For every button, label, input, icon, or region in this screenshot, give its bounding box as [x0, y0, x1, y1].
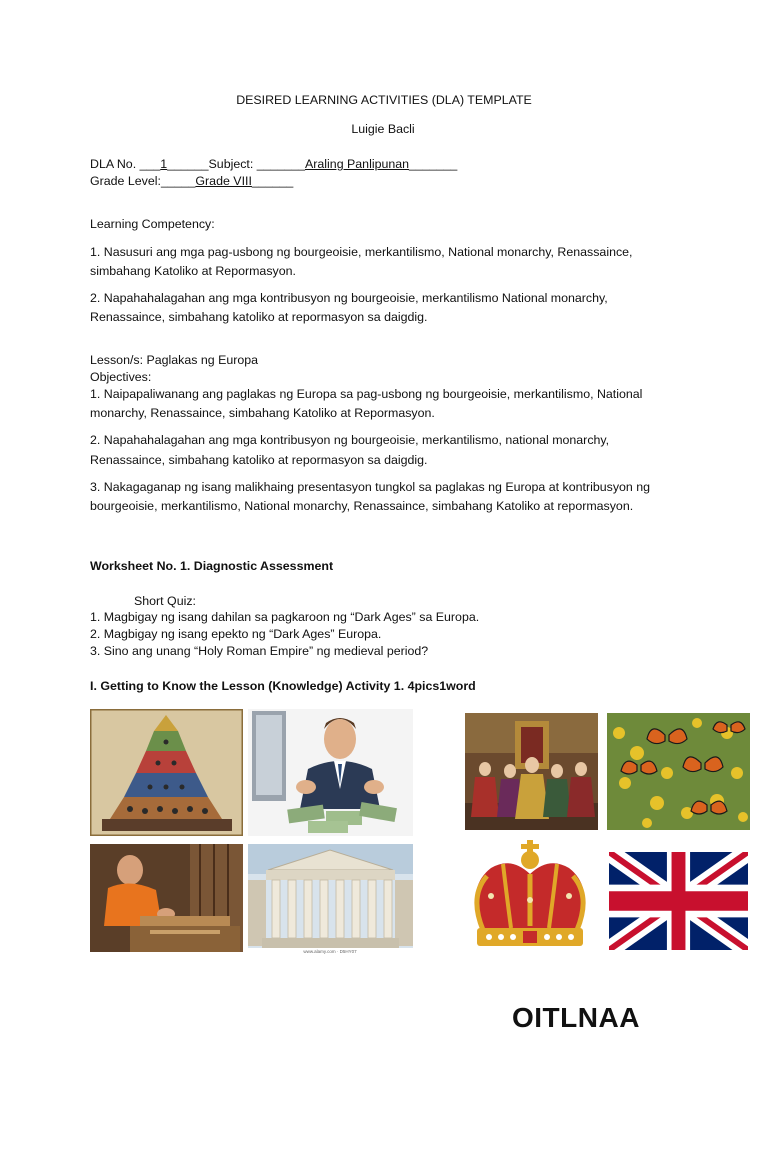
competency-heading: Learning Competency:	[90, 217, 215, 231]
quiz-question-2: 2. Magbigay ng isang epekto ng “Dark Ages” Europa.	[90, 627, 382, 641]
dla-no-label: DLA No.	[90, 157, 140, 171]
dla-info-line	[90, 155, 457, 173]
businessman-with-money-image	[248, 709, 413, 836]
grade-level-line	[90, 172, 293, 190]
grade-label: Grade Level:	[90, 174, 161, 188]
competency-item-2-line-1: 2. Napahahalagahan ang mga kontribusyon ng bourgeoisie, merkantilismo National monarchy,	[90, 291, 608, 305]
answer-letters: OITLNAA	[512, 1002, 640, 1033]
objectives-heading: Objectives:	[90, 370, 152, 384]
svg-text:www.alamy.com · D5HY07: www.alamy.com · D5HY07	[303, 949, 357, 954]
document-title: DESIRED LEARNING ACTIVITIES (DLA) TEMPLATE	[236, 93, 532, 107]
subject-blank: _______	[256, 157, 306, 171]
author-name: Luigie Bacli	[351, 122, 415, 136]
short-quiz-label: Short Quiz:	[134, 594, 196, 608]
competency-item-2-line-2: Renassaince, simbahang katoliko at repormasyon sa daigdig.	[90, 310, 428, 324]
objective-3-line-2: bourgeoisie, merkantilismo, National monarchy, Renassaince, simbahang Katoliko at repormasyon.	[90, 499, 634, 513]
monarch-butterflies-image	[607, 713, 750, 830]
objective-2-line-2: Renassaince, simbahang katoliko at repormasyon sa daigdig.	[90, 453, 428, 467]
competency-item-1-line-2: simbahang Katoliko at Repormasyon.	[90, 264, 296, 278]
objective-1-line-2: monarchy, Renassaince, simbahang Katoliko at Repormasyon.	[90, 406, 435, 420]
grade-blank: _____	[160, 174, 196, 188]
activity-heading: I. Getting to Know the Lesson (Knowledge) Activity 1. 4pics1word	[90, 679, 476, 693]
royal-crown-image	[455, 838, 605, 958]
grade-value: Grade VIII	[195, 174, 252, 188]
carpenter-at-work-image	[90, 844, 243, 952]
objective-3-line-1: 3. Nakagaganap ng isang malikhaing presentasyon tungkol sa paglakas ng Europa at kontribusyon ng	[90, 480, 651, 494]
subject-value: Araling Panlipunan	[305, 157, 410, 171]
subject-blank-post: _______	[409, 157, 458, 171]
dla-no-blank-post: ______	[167, 157, 209, 171]
objective-1-line-1: 1. Naipapaliwanang ang paglakas ng Europa sa pag-usbong ng bourgeoisie, merkantilismo, National	[90, 387, 643, 401]
dla-no-blank: ___	[139, 157, 161, 171]
quiz-question-3: 3. Sino ang unang “Holy Roman Empire” ng medieval period?	[90, 644, 429, 658]
stock-exchange-building-image	[248, 844, 413, 954]
subject-label: Subject:	[208, 157, 257, 171]
quiz-question-1: 1. Magbigay ng isang dahilan sa pagkaroon ng “Dark Ages” sa Europa.	[90, 610, 480, 624]
grade-blank-post: ______	[251, 174, 294, 188]
dla-no-value: 1	[160, 157, 168, 171]
worksheet-heading: Worksheet No. 1. Diagnostic Assessment	[90, 559, 334, 573]
competency-item-1-line-1: 1. Nasusuri ang mga pag-usbong ng bourgeoisie, merkantilismo, National monarchy, Renassaince,	[90, 245, 633, 259]
lesson-label: Lesson/s: Paglakas ng Europa	[90, 353, 259, 367]
royal-court-painting-image	[465, 713, 598, 830]
pyramid-of-capitalist-system-image	[90, 709, 243, 836]
objective-2-line-1: 2. Napahahalagahan ang mga kontribusyon ng bourgeoisie, merkantilismo, national monarchy,	[90, 433, 610, 447]
union-jack-flag-image	[609, 852, 748, 950]
